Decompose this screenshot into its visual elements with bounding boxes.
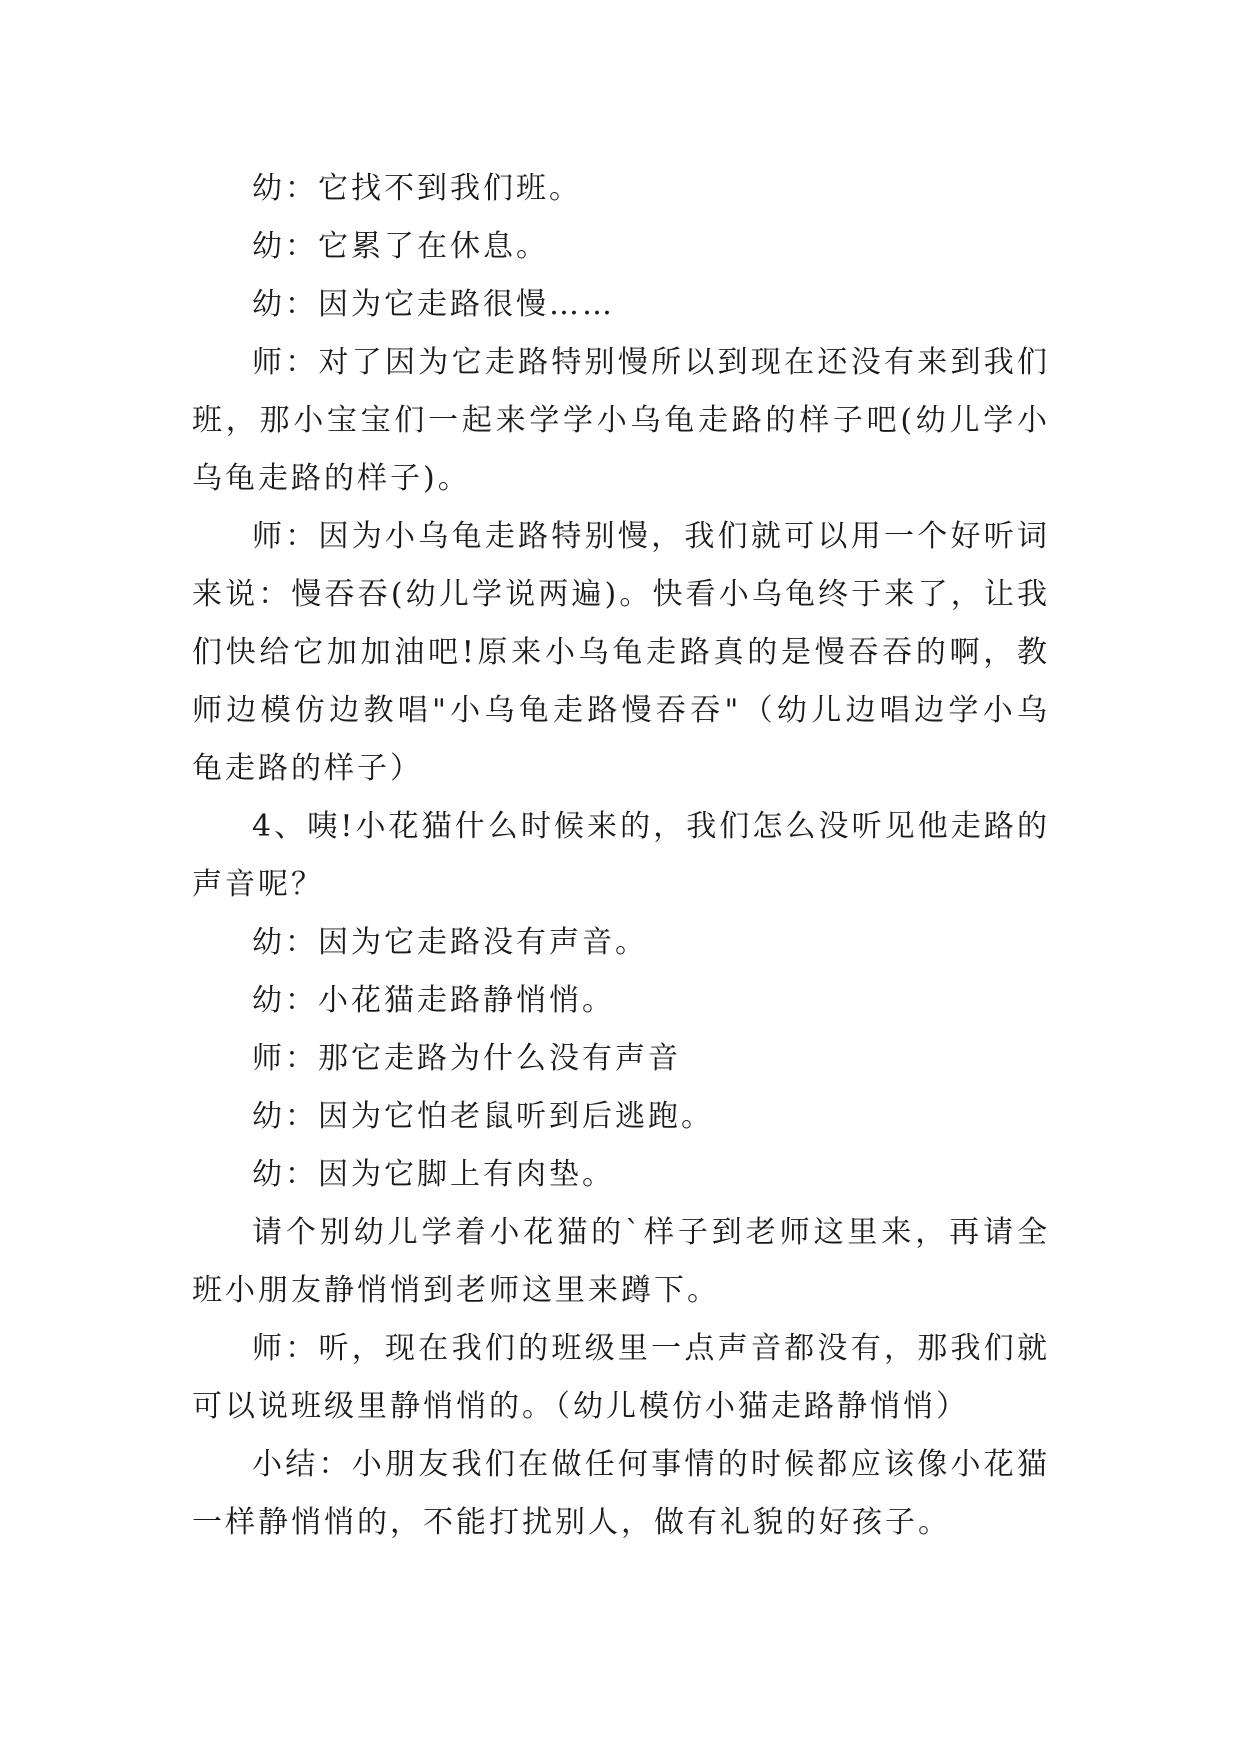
paragraph: 师：对了因为它走路特别慢所以到现在还没有来到我们班，那小宝宝们一起来学学小乌龟走路的样子吧(幼儿学小乌龟走路的样子)。 xyxy=(192,345,1050,496)
paragraph: 幼：因为它走路很慢…… xyxy=(252,287,615,322)
paragraph: 4、咦!小花猫什么时候来的，我们怎么没听见他走路的声音呢？ xyxy=(192,809,1050,902)
paragraph: 幼：小花猫走路静悄悄。 xyxy=(252,983,615,1018)
paragraph: 幼：因为它脚上有肉垫。 xyxy=(252,1157,615,1192)
paragraph: 幼：它累了在休息。 xyxy=(252,229,549,264)
paragraph: 小结：小朋友我们在做任何事情的时候都应该像小花猫一样静悄悄的，不能打扰别人，做有礼貌的好孩子。 xyxy=(192,1447,1050,1540)
paragraph: 幼：因为它怕老鼠听到后逃跑。 xyxy=(252,1099,714,1134)
paragraph: 师：那它走路为什么没有声音 xyxy=(252,1041,681,1076)
document-body xyxy=(192,160,1050,1552)
paragraph: 请个别幼儿学着小花猫的`样子到老师这里来，再请全班小朋友静悄悄到老师这里来蹲下。 xyxy=(192,1215,1050,1308)
paragraph: 幼：因为它走路没有声音。 xyxy=(252,925,648,960)
paragraph: 幼：它找不到我们班。 xyxy=(252,171,582,206)
paragraph: 师：因为小乌龟走路特别慢，我们就可以用一个好听词来说：慢吞吞(幼儿学说两遍)。快看小乌龟终于来了，让我们快给它加加油吧!原来小乌龟走路真的是慢吞吞的啊，教师边模仿边教唱"小乌龟走路慢吞吞"（幼儿边唱边学小乌龟走路的样子） xyxy=(192,519,1050,786)
paragraph: 师：听，现在我们的班级里一点声音都没有，那我们就可以说班级里静悄悄的。（幼儿模仿小猫走路静悄悄） xyxy=(192,1331,1050,1424)
